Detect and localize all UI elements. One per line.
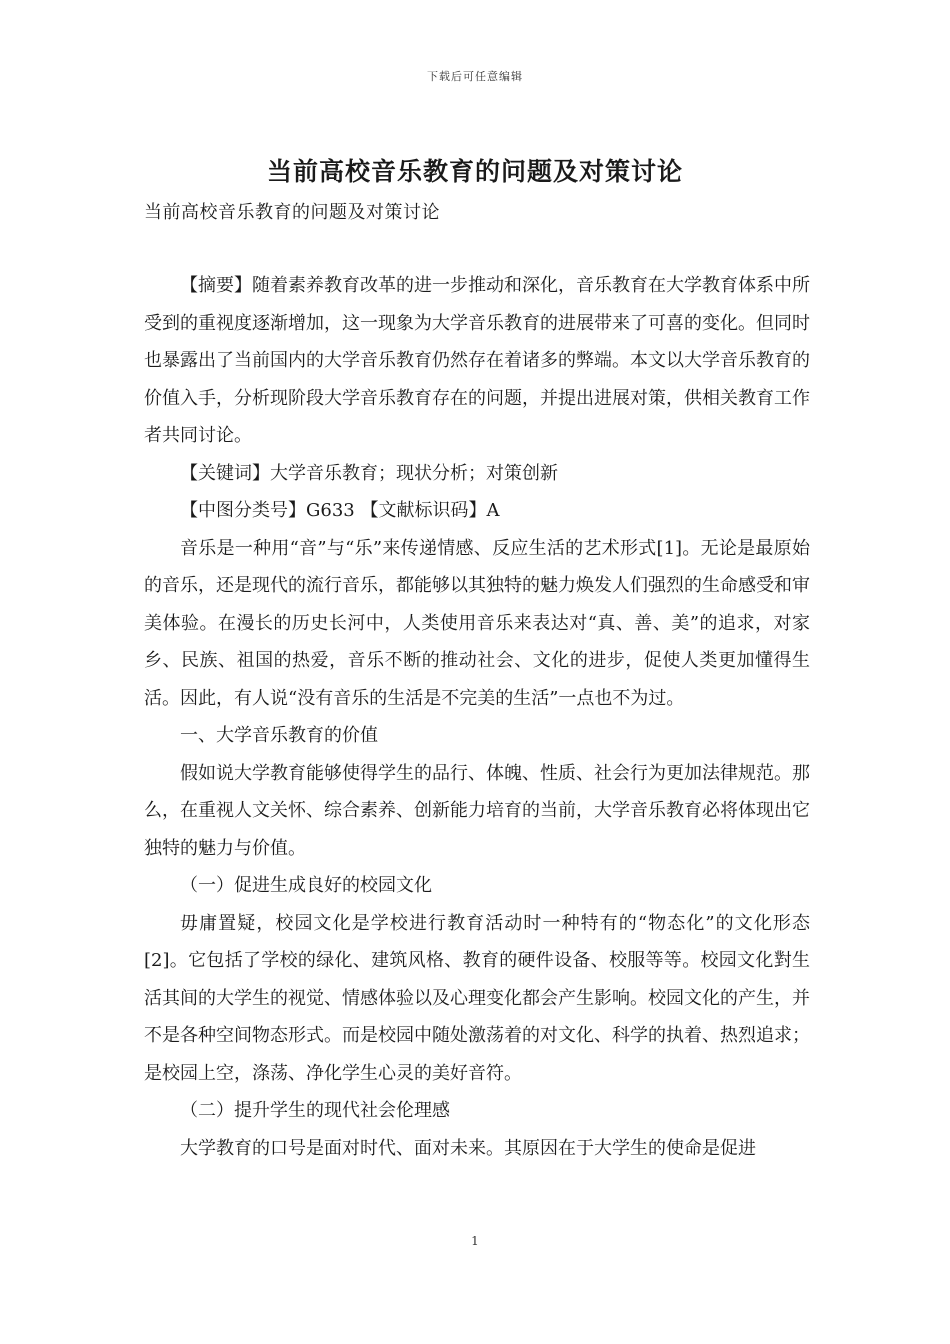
section-heading: 一、大学音乐教育的价值 [180,725,378,746]
body-paragraph: 大学教育的口号是面对时代、面对未来。其原因在于大学生的使命是促进 [180,1137,756,1159]
header-note: 下载后可任意编辑 [427,70,523,83]
classification-paragraph: 【中图分类号】G633 【文献标识码】A [180,500,500,521]
document-body [144,267,810,1167]
page-number: 1 [471,1234,479,1248]
abstract-paragraph: 【摘要】随着素养教育改革的进一步推动和深化，音乐教育在大学教育体系中所受到的重视度逐渐增加，这一现象为大学音乐教育的进展带来了可喜的变化。但同时也暴露出了当前国内的大学音乐教育仍然存在着诸多的弊端。本文以大学音乐教育的价值入手，分析现阶段大学音乐教育存在的问题，并提出进展对策，供相关教育工作者共同讨论。 [144,275,810,446]
body-paragraph: 毋庸置疑，校园文化是学校进行教育活动时一种特有的“物态化”的文化形态[2]。它包括了学校的绿化、建筑风格、教育的硬件设备、校服等等。校园文化對生活其间的大学生的视觉、情感体验以及心理变化都会产生影响。校园文化的产生，并不是各种空间物态形式。而是校园中随处激荡着的对文化、科学的执着、热烈追求；是校园上空，涤荡、净化学生心灵的美好音符。 [144,912,810,1084]
subsection-heading: （一）促进生成良好的校园文化 [180,875,432,896]
subsection-heading: （二）提升学生的现代社会伦理感 [180,1100,450,1121]
keywords-paragraph: 【关键词】大学音乐教育；现状分析；对策创新 [180,462,558,484]
body-paragraph: 假如说大学教育能够使得学生的品行、体魄、性质、社会行为更加法律规范。那么，在重视人文关怀、综合素养、创新能力培育的当前，大学音乐教育必将体现出它独特的魅力与价值。 [144,762,810,859]
body-paragraph: 音乐是一种用“音”与“乐”来传递情感、反应生活的艺术形式[1]。无论是最原始的音乐，还是现代的流行音乐，都能够以其独特的魅力焕发人们强烈的生命感受和审美体验。在漫长的历史长河中，人类使用音乐来表达对“真、善、美”的追求，对家乡、民族、祖国的热爱，音乐不断的推动社会、文化的进步，促使人类更加懂得生活。因此，有人说“没有音乐的生活是不完美的生活”一点也不为过。 [144,537,810,709]
document-subtitle: 当前高校音乐教育的问题及对策讨论 [144,202,440,223]
document-title: 当前高校音乐教育的问题及对策讨论 [266,157,683,186]
